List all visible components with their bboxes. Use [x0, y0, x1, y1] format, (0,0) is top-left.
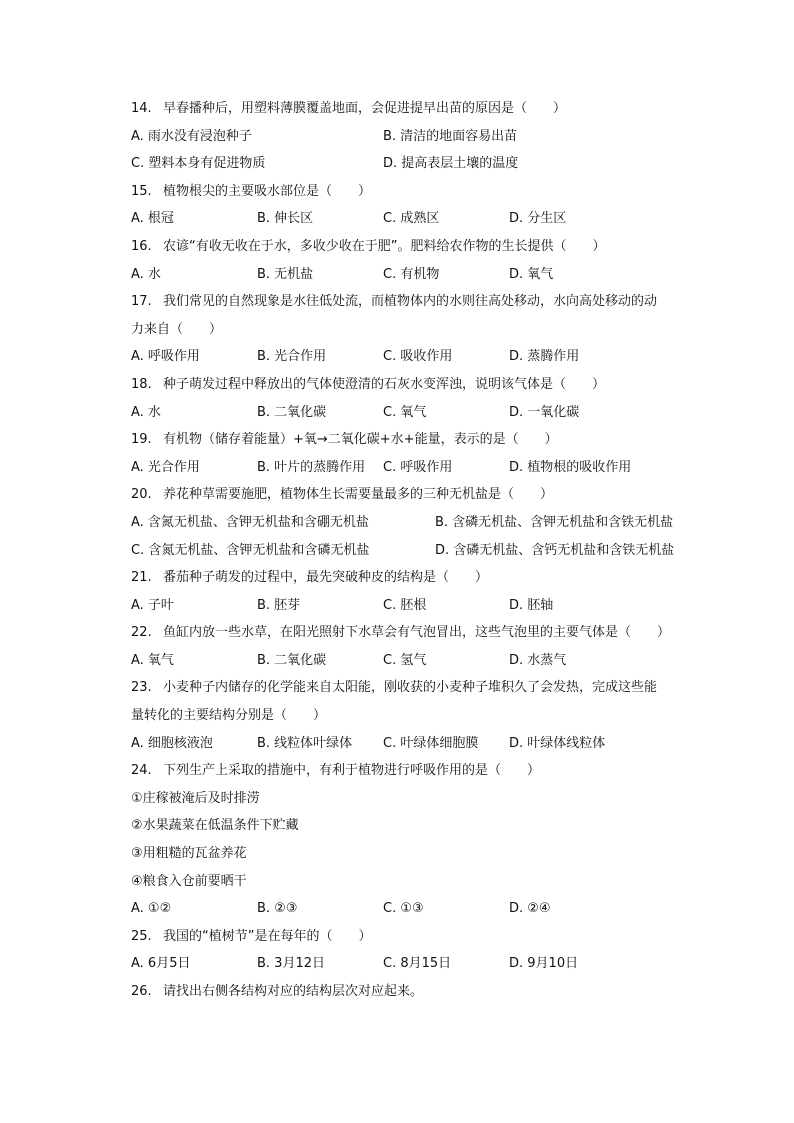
question-number: 20.	[131, 487, 152, 503]
question-stem: 植物根尖的主要吸水部位是（ ）	[163, 183, 372, 199]
options-row	[131, 399, 711, 427]
question-stem: 种子萌发过程中释放出的气体使澄清的石灰水变浑浊，说明该气体是（ ）	[163, 376, 606, 392]
question-stem: 早春播种后，用塑料薄膜覆盖地面，会促进提早出苗的原因是（ ）	[163, 101, 567, 116]
option-b: B. 清洁的地面容易出苗	[383, 128, 518, 144]
option-c: C. 8月15日	[383, 956, 452, 972]
option-c: C. 叶绿体细胞膜	[383, 735, 479, 751]
option-d: D. 水蒸气	[509, 652, 567, 668]
option-a: A. 根冠	[131, 211, 174, 227]
option-b: B. 线粒体叶绿体	[257, 735, 353, 751]
option-c: C. 吸收作用	[383, 349, 453, 365]
options-row	[131, 150, 711, 178]
question-24	[131, 757, 711, 785]
question-stem: 请找出右侧各结构对应的结构层次对应起来。	[163, 984, 424, 999]
question-18	[131, 371, 711, 399]
statement-item: ①庄稼被淹后及时排涝	[131, 790, 260, 806]
options-row	[131, 950, 711, 978]
options-row	[131, 123, 711, 151]
option-a: A. 雨水没有浸泡种子	[131, 128, 252, 144]
option-b: B. 无机盐	[257, 266, 314, 282]
option-a: A. 氧气	[131, 652, 174, 668]
option-a: A. 子叶	[131, 597, 174, 613]
option-a: A. 水	[131, 266, 161, 282]
options-row	[131, 509, 711, 537]
option-c: C. 成熟区	[383, 211, 440, 227]
question-23	[131, 674, 711, 702]
options-row	[131, 205, 711, 233]
option-d: D. 一氧化碳	[509, 404, 580, 420]
option-a: A. 含氮无机盐、含钾无机盐和含硼无机盐	[131, 514, 369, 530]
option-a: A. 水	[131, 404, 161, 420]
option-d: D. 含磷无机盐、含钙无机盐和含铁无机盐	[435, 542, 675, 558]
question-22	[131, 619, 711, 647]
question-stem: 养花种草需要施肥，植物体生长需要量最多的三种无机盐是（ ）	[163, 487, 554, 503]
options-row	[131, 537, 711, 565]
option-c: C. 有机物	[383, 266, 440, 282]
option-d: D. 氧气	[509, 266, 554, 282]
option-b: B. 二氧化碳	[257, 404, 327, 420]
question-stem: 鱼缸内放一些水草，在阳光照射下水草会有气泡冒出，这些气泡里的主要气体是（ ）	[163, 625, 671, 641]
option-b: B. 伸长区	[257, 211, 314, 227]
option-c: C. 含氮无机盐、含钾无机盐和含磷无机盐	[131, 542, 370, 558]
option-b: B. 二氧化碳	[257, 652, 327, 668]
question-stem-continued: 力来自（ ）	[131, 321, 223, 337]
option-b: B. 光合作用	[257, 349, 327, 365]
question-list	[131, 95, 711, 1006]
question-stem-continued: 量转化的主要结构分别是（ ）	[131, 708, 327, 724]
question-stem: 下列生产上采取的措施中，有利于植物进行呼吸作用的是（ ）	[163, 763, 541, 779]
statement-item: ②水果蔬菜在低温条件下贮藏	[131, 818, 299, 834]
option-a: A. 呼吸作用	[131, 349, 200, 365]
question-stem: 有机物（储存着能量）+氧→二氧化碳+水+能量，表示的是（ ）	[163, 432, 558, 448]
option-d: D. 叶绿体线粒体	[509, 735, 606, 751]
question-stem: 小麦种子内储存的化学能来自太阳能，刚收获的小麦种子堆积久了会发热，完成这些能	[163, 680, 658, 696]
question-number: 17.	[131, 294, 152, 310]
question-number: 25.	[131, 928, 152, 944]
options-row	[131, 895, 711, 923]
question-number: 16.	[131, 238, 152, 254]
option-c: C. ①③	[383, 901, 424, 917]
option-a: A. ①②	[131, 901, 172, 917]
option-b: B. 胚芽	[257, 597, 301, 613]
option-d: D. 蒸腾作用	[509, 349, 580, 365]
question-number: 14.	[131, 101, 152, 116]
question-number: 22.	[131, 625, 152, 641]
options-row	[131, 454, 711, 482]
question-17	[131, 288, 711, 316]
option-d: D. 9月10日	[509, 956, 579, 972]
question-26	[131, 978, 711, 1006]
option-b: B. ②③	[257, 901, 298, 917]
option-b: B. 3月12日	[257, 956, 325, 972]
option-c: C. 塑料本身有促进物质	[131, 156, 266, 172]
options-row	[131, 343, 711, 371]
option-d: D. ②④	[509, 901, 551, 917]
question-number: 15.	[131, 183, 152, 199]
question-number: 23.	[131, 680, 152, 696]
option-c: C. 氢气	[383, 652, 427, 668]
question-20	[131, 481, 711, 509]
question-stem: 番茄种子萌发的过程中，最先突破种皮的结构是（ ）	[163, 570, 489, 586]
question-stem: 我国的“植树节”是在每年的（ ）	[163, 928, 372, 944]
option-b: B. 叶片的蒸腾作用	[257, 459, 366, 475]
option-c: C. 胚根	[383, 597, 427, 613]
options-row	[131, 261, 711, 289]
question-25	[131, 923, 711, 951]
question-15	[131, 178, 711, 206]
question-number: 19.	[131, 432, 152, 448]
question-21	[131, 564, 711, 592]
question-19	[131, 426, 711, 454]
statement-item: ③用粗糙的瓦盆养花	[131, 846, 247, 862]
question-stem: 我们常见的自然现象是水往低处流，而植物体内的水则往高处移动，水向高处移动的动	[163, 294, 658, 310]
options-row	[131, 647, 711, 675]
option-a: A. 细胞核液泡	[131, 735, 213, 751]
option-a: A. 光合作用	[131, 459, 200, 475]
question-stem: 农谚“有收无收在于水，多收少收在于肥”。肥料给农作物的生长提供（ ）	[163, 238, 606, 254]
question-14	[131, 95, 711, 123]
option-d: D. 提高表层土壤的温度	[383, 156, 519, 172]
question-number: 26.	[131, 984, 152, 999]
option-c: C. 氧气	[383, 404, 427, 420]
question-number: 21.	[131, 570, 152, 586]
option-a: A. 6月5日	[131, 956, 191, 972]
options-row	[131, 730, 711, 758]
option-d: D. 分生区	[509, 211, 567, 227]
option-d: D. 植物根的吸收作用	[509, 459, 632, 475]
question-16	[131, 233, 711, 261]
question-number: 24.	[131, 763, 152, 779]
statement-item: ④粮食入仓前要晒干	[131, 873, 247, 889]
question-number: 18.	[131, 376, 152, 392]
option-d: D. 胚轴	[509, 597, 554, 613]
option-b: B. 含磷无机盐、含钾无机盐和含铁无机盐	[435, 514, 674, 530]
options-row	[131, 592, 711, 620]
option-c: C. 呼吸作用	[383, 459, 453, 475]
